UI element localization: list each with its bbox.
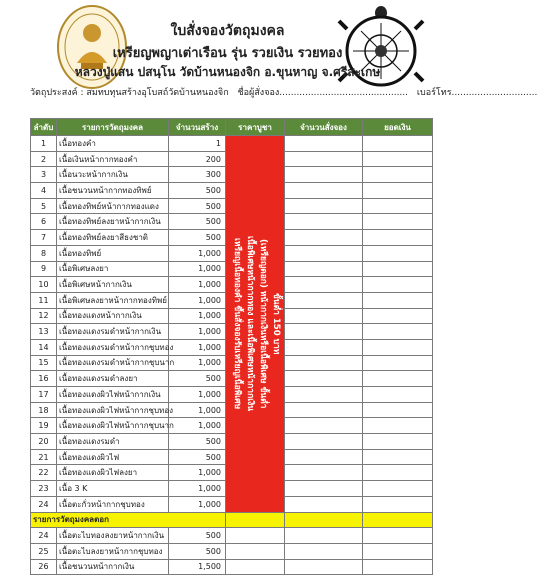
row-number: 21 xyxy=(31,449,57,465)
item-name: เนื้อทองแดงรมดำหน้ากากชุบนาก xyxy=(57,355,169,371)
price-notice-line: ขั้นต่ำ 150 บาท xyxy=(271,293,281,355)
quantity-made: 1,000 xyxy=(169,355,226,371)
row-number: 8 xyxy=(31,245,57,261)
amount-cell[interactable] xyxy=(363,214,433,230)
price-notice-banner xyxy=(226,136,285,513)
amount-cell[interactable] xyxy=(363,559,433,575)
item-name: เนื้อทองแดงผิวไฟหน้ากากชุบทอง xyxy=(57,402,169,418)
row-number: 17 xyxy=(31,387,57,403)
amount-cell[interactable] xyxy=(363,465,433,481)
amount-cell[interactable] xyxy=(363,339,433,355)
section-price-cell xyxy=(226,512,285,528)
order-quantity-cell[interactable] xyxy=(285,151,363,167)
order-quantity-cell[interactable] xyxy=(285,339,363,355)
item-name: เนื้อพิเศษลงยา xyxy=(57,261,169,277)
row-number: 26 xyxy=(31,559,57,575)
order-quantity-cell[interactable] xyxy=(285,183,363,199)
quantity-made: 1,000 xyxy=(169,402,226,418)
item-name: เนื้อพิเศษลงยาหน้ากากทองทิพย์ xyxy=(57,292,169,308)
item-name: เนื้อทองทิพย์หน้ากากทองแดง xyxy=(57,198,169,214)
order-quantity-cell[interactable] xyxy=(285,355,363,371)
order-quantity-cell[interactable] xyxy=(285,277,363,293)
quantity-made: 1,000 xyxy=(169,387,226,403)
price-cell xyxy=(226,528,285,544)
order-quantity-cell[interactable] xyxy=(285,402,363,418)
phone-field[interactable]: เบอร์โทร.............................. xyxy=(416,88,538,98)
section-amount-cell xyxy=(363,512,433,528)
table-row xyxy=(31,528,433,544)
quantity-made: 500 xyxy=(169,183,226,199)
row-number: 16 xyxy=(31,371,57,387)
amount-cell[interactable] xyxy=(363,308,433,324)
item-name: เนื้อชนวนหน้ากากทองทิพย์ xyxy=(57,183,169,199)
item-name: เนื้อทองแดงผิวไฟหน้ากากชุบนาก xyxy=(57,418,169,434)
quantity-made: 1,000 xyxy=(169,418,226,434)
col-header-order-quantity: จำนวนสั่งจอง xyxy=(285,119,363,136)
row-number: 5 xyxy=(31,198,57,214)
section-order-cell xyxy=(285,512,363,528)
price-notice-line: (เหรียญตอก) หน้ากากเงินหรือเนื้อพิเศษ ขั้นต่ำ xyxy=(258,239,268,409)
col-header-item: รายการวัตถุมงคล xyxy=(57,119,169,136)
row-number: 25 xyxy=(31,543,57,559)
amount-cell[interactable] xyxy=(363,434,433,450)
price-notice-line: เหรียญเนื้อทองคำ ขึ้นสั่งจองรับเหรียญเนื้อพิเศษ xyxy=(232,238,242,410)
order-quantity-cell[interactable] xyxy=(285,496,363,512)
form-subtitle: เหรียญพญาเต่าเรือน รุ่น รวยเงิน รวยทอง xyxy=(112,46,343,61)
col-header-no: ลำดับ xyxy=(31,119,57,136)
item-name: เนื้อทองแดงผิวไฟหน้ากากเงิน xyxy=(57,387,169,403)
row-number: 4 xyxy=(31,183,57,199)
item-name: เนื้อตะกั่วหน้ากากชุบทอง xyxy=(57,496,169,512)
row-number: 15 xyxy=(31,355,57,371)
amount-cell[interactable] xyxy=(363,324,433,340)
quantity-made: 500 xyxy=(169,198,226,214)
amount-cell[interactable] xyxy=(363,449,433,465)
amount-cell[interactable] xyxy=(363,261,433,277)
item-name: เนื้อทองแดงผิวไฟ xyxy=(57,449,169,465)
quantity-made: 1,000 xyxy=(169,245,226,261)
order-quantity-cell[interactable] xyxy=(285,387,363,403)
item-name: เนื้อนวะหน้ากากเงิน xyxy=(57,167,169,183)
row-number: 7 xyxy=(31,230,57,246)
order-quantity-cell[interactable] xyxy=(285,214,363,230)
item-name: เนื้อทองทิพย์ xyxy=(57,245,169,261)
price-cell xyxy=(226,559,285,575)
row-number: 10 xyxy=(31,277,57,293)
amount-cell[interactable] xyxy=(363,292,433,308)
item-name: เนื้อทองแดงรมดำหน้ากากชุบทอง xyxy=(57,339,169,355)
quantity-made: 1,000 xyxy=(169,465,226,481)
quantity-made: 1,000 xyxy=(169,277,226,293)
quantity-made: 500 xyxy=(169,230,226,246)
row-number: 19 xyxy=(31,418,57,434)
item-name: เนื้อทองแดงผิวไฟลงยา xyxy=(57,465,169,481)
row-number: 14 xyxy=(31,339,57,355)
row-number: 2 xyxy=(31,151,57,167)
quantity-made: 500 xyxy=(169,214,226,230)
order-quantity-cell[interactable] xyxy=(285,324,363,340)
amount-cell[interactable] xyxy=(363,387,433,403)
amount-cell[interactable] xyxy=(363,245,433,261)
quantity-made: 500 xyxy=(169,543,226,559)
order-quantity-cell[interactable] xyxy=(285,371,363,387)
row-number: 6 xyxy=(31,214,57,230)
row-number: 11 xyxy=(31,292,57,308)
monk-temple-line: หลวงปู่แสน ปสนฺโน วัดบ้านหนองจิก อ.ขุนหาญ จ.ศรีสะเกษ xyxy=(74,65,381,79)
col-header-amount: ยอดเงิน xyxy=(363,119,433,136)
orderer-field[interactable]: ชื่อผู้สั่งจอง............................................. xyxy=(237,88,409,98)
order-quantity-cell[interactable] xyxy=(285,465,363,481)
amount-cell[interactable] xyxy=(363,481,433,497)
item-name: เนื้อทองแดงรมดำลงยา xyxy=(57,371,169,387)
row-number: 1 xyxy=(31,136,57,152)
item-name: เนื้อทองทิพย์ลงยาหน้ากากเงิน xyxy=(57,214,169,230)
quantity-made: 500 xyxy=(169,371,226,387)
form-title: ใบสั่งจองวัตถุมงคล xyxy=(170,23,285,39)
amount-cell[interactable] xyxy=(363,136,433,152)
table-row xyxy=(31,136,433,152)
row-number: 12 xyxy=(31,308,57,324)
order-quantity-cell[interactable] xyxy=(285,308,363,324)
amount-cell[interactable] xyxy=(363,167,433,183)
order-quantity-cell[interactable] xyxy=(285,230,363,246)
quantity-made: 1,000 xyxy=(169,261,226,277)
item-name: เนื้อเงินหน้ากากทองคำ xyxy=(57,151,169,167)
order-quantity-cell[interactable] xyxy=(285,543,363,559)
row-number: 13 xyxy=(31,324,57,340)
item-name: เนื้อตะไบทองลงยาหน้ากากเงิน xyxy=(57,528,169,544)
objective-text: วัตถุประสงค์ : สมทบทุนสร้างอุโบสถ์วัดบ้านหนองจิก xyxy=(30,88,229,98)
item-name: เนื้อตะไบลงยาหน้ากากชุบทอง xyxy=(57,543,169,559)
quantity-made: 1,000 xyxy=(169,481,226,497)
info-line xyxy=(30,85,543,99)
item-name: เนื้อทองทิพย์ลงยาสีธงชาติ xyxy=(57,230,169,246)
quantity-made: 500 xyxy=(169,528,226,544)
item-name: เนื้อทองแดงหน้ากากเงิน xyxy=(57,308,169,324)
row-number: 18 xyxy=(31,402,57,418)
amount-cell[interactable] xyxy=(363,371,433,387)
amount-cell[interactable] xyxy=(363,277,433,293)
row-number: 24 xyxy=(31,496,57,512)
section-label: รายการวัตถุมงคลตอก xyxy=(31,512,226,528)
order-quantity-cell[interactable] xyxy=(285,528,363,544)
amount-cell[interactable] xyxy=(363,402,433,418)
amount-cell[interactable] xyxy=(363,496,433,512)
order-quantity-cell[interactable] xyxy=(285,292,363,308)
item-name: เนื้อพิเศษหน้ากากเงิน xyxy=(57,277,169,293)
amount-cell[interactable] xyxy=(363,528,433,544)
amount-cell[interactable] xyxy=(363,543,433,559)
row-number: 3 xyxy=(31,167,57,183)
quantity-made: 200 xyxy=(169,151,226,167)
item-name: เนื้อ 3 K xyxy=(57,481,169,497)
quantity-made: 300 xyxy=(169,167,226,183)
row-number: 22 xyxy=(31,465,57,481)
order-quantity-cell[interactable] xyxy=(285,481,363,497)
order-quantity-cell[interactable] xyxy=(285,167,363,183)
quantity-made: 500 xyxy=(169,434,226,450)
amount-cell[interactable] xyxy=(363,198,433,214)
item-name: เนื้อทองคำ xyxy=(57,136,169,152)
row-number: 23 xyxy=(31,481,57,497)
order-table xyxy=(30,118,433,575)
row-number: 24 xyxy=(31,528,57,544)
order-quantity-cell[interactable] xyxy=(285,136,363,152)
col-header-price: ราคาบูชา xyxy=(226,119,285,136)
price-notice-line: เนื้อพิเศษหน้ากากทอง และเนื้อพิเศษหน้ากากเงิน xyxy=(245,236,255,412)
quantity-made: 1,000 xyxy=(169,292,226,308)
amount-cell[interactable] xyxy=(363,183,433,199)
section-row xyxy=(31,512,433,528)
row-number: 9 xyxy=(31,261,57,277)
col-header-quantity-made: จำนวนสร้าง xyxy=(169,119,226,136)
order-quantity-cell[interactable] xyxy=(285,449,363,465)
order-quantity-cell[interactable] xyxy=(285,245,363,261)
order-quantity-cell[interactable] xyxy=(285,559,363,575)
table-row xyxy=(31,543,433,559)
order-quantity-cell[interactable] xyxy=(285,434,363,450)
item-name: เนื้อชนวนหน้ากากเงิน xyxy=(57,559,169,575)
order-quantity-cell[interactable] xyxy=(285,418,363,434)
amount-cell[interactable] xyxy=(363,418,433,434)
row-number: 20 xyxy=(31,434,57,450)
item-name: เนื้อทองแดงรมดำ xyxy=(57,434,169,450)
item-name: เนื้อทองแดงรมดำหน้ากากเงิน xyxy=(57,324,169,340)
table-row xyxy=(31,559,433,575)
table-header-row xyxy=(31,119,433,136)
price-cell xyxy=(226,543,285,559)
amount-cell[interactable] xyxy=(363,151,433,167)
quantity-made: 1,000 xyxy=(169,339,226,355)
quantity-made: 1,000 xyxy=(169,496,226,512)
quantity-made: 1,000 xyxy=(169,324,226,340)
order-quantity-cell[interactable] xyxy=(285,198,363,214)
amount-cell[interactable] xyxy=(363,355,433,371)
quantity-made: 1,500 xyxy=(169,559,226,575)
order-quantity-cell[interactable] xyxy=(285,261,363,277)
quantity-made: 500 xyxy=(169,449,226,465)
amount-cell[interactable] xyxy=(363,230,433,246)
quantity-made: 1 xyxy=(169,136,226,152)
price-notice-text-group xyxy=(226,136,285,512)
quantity-made: 1,000 xyxy=(169,308,226,324)
